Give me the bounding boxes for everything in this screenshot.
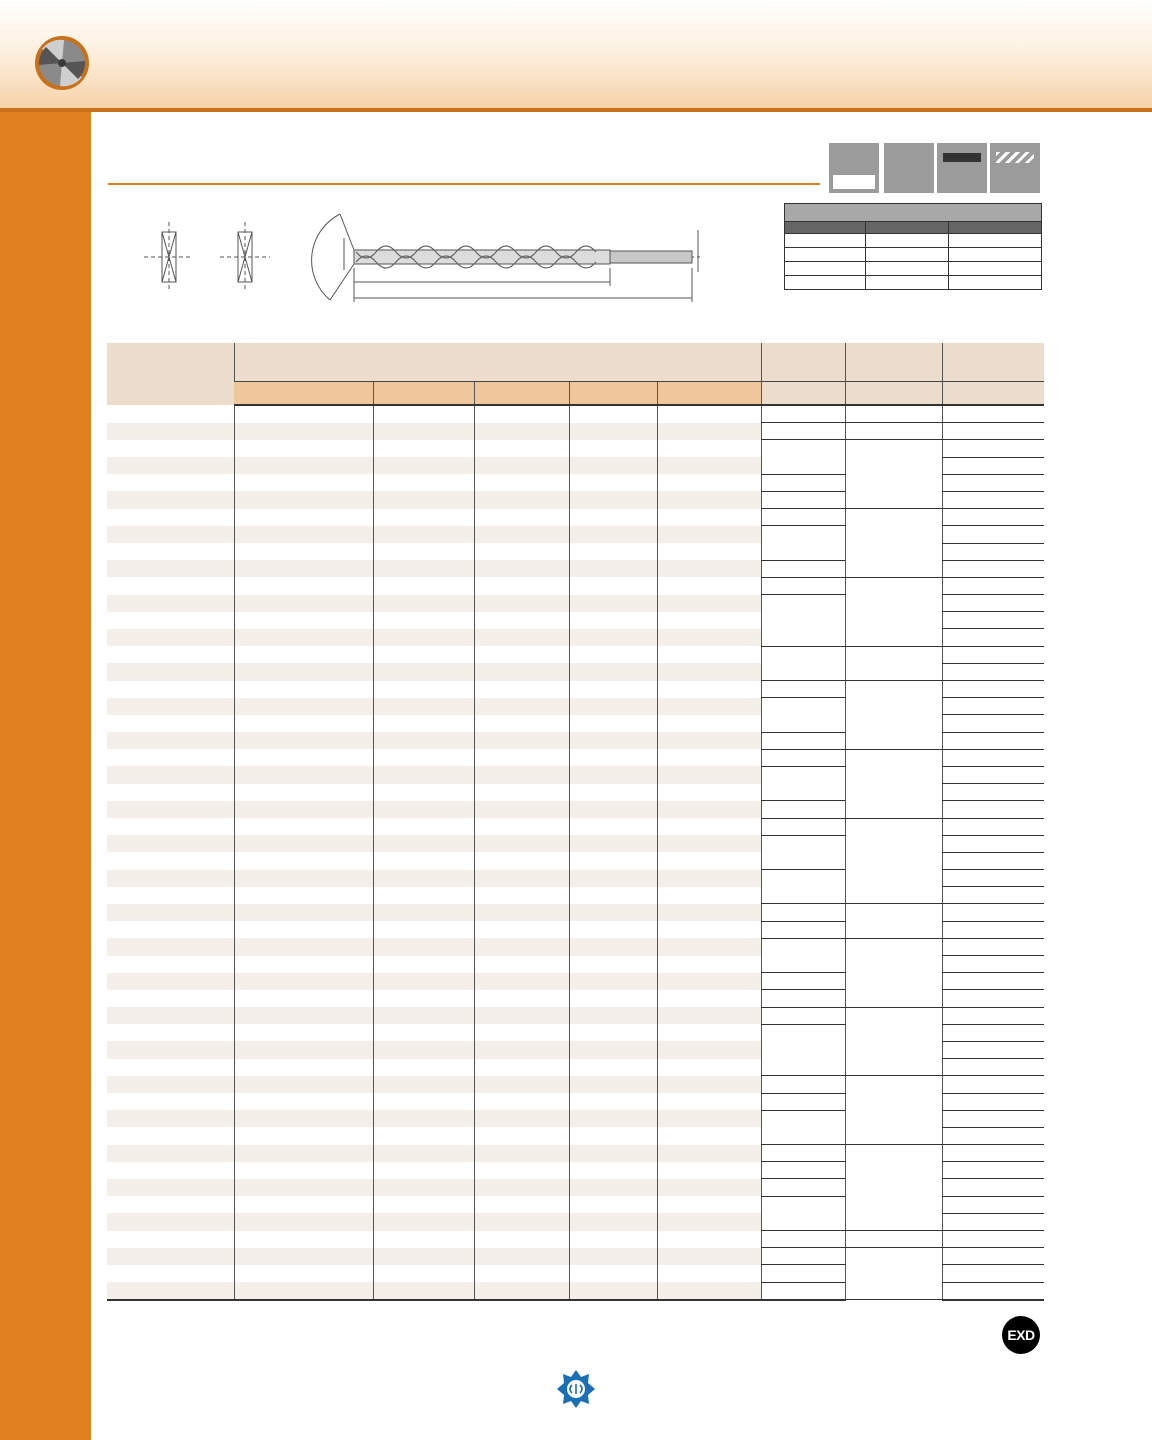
table-row [107,1145,1044,1162]
table-row [107,509,1044,526]
spec-title-cell [785,204,1042,222]
table-row [107,1007,1044,1024]
table-header-row [107,343,1044,382]
table-row [107,646,1044,663]
header-cell [761,343,845,382]
header-rule [0,108,1152,112]
header-cell [845,343,942,382]
header-group-cell [234,343,761,382]
table-row [107,405,1044,423]
table-subheader-row [107,382,1044,406]
osg-logo-icon [556,1369,596,1409]
table-row [107,1248,1044,1265]
table-row [107,1231,1044,1248]
product-table [107,343,1044,1301]
exd-badge: EXD [1002,1316,1040,1354]
header-cell [107,343,234,405]
header-band [0,0,1152,108]
tool-type-tile-2 [884,143,934,193]
header-cell [942,343,1044,382]
table-row [107,938,1044,955]
table-row [107,681,1044,698]
table-row [107,577,1044,594]
table-row [107,440,1044,457]
table-row [107,423,1044,440]
table-row [107,904,1044,921]
spec-table [784,203,1042,290]
table-row [107,749,1044,766]
left-accent-bar [0,112,91,1440]
table-row [107,1076,1044,1093]
coating-tile [937,143,987,193]
tool-type-tile-1 [829,143,879,193]
title-rule [108,183,820,185]
drill-cross-section-icon [34,35,90,91]
flute-tile [990,143,1040,193]
table-row [107,818,1044,835]
drill-drawing [140,210,720,310]
